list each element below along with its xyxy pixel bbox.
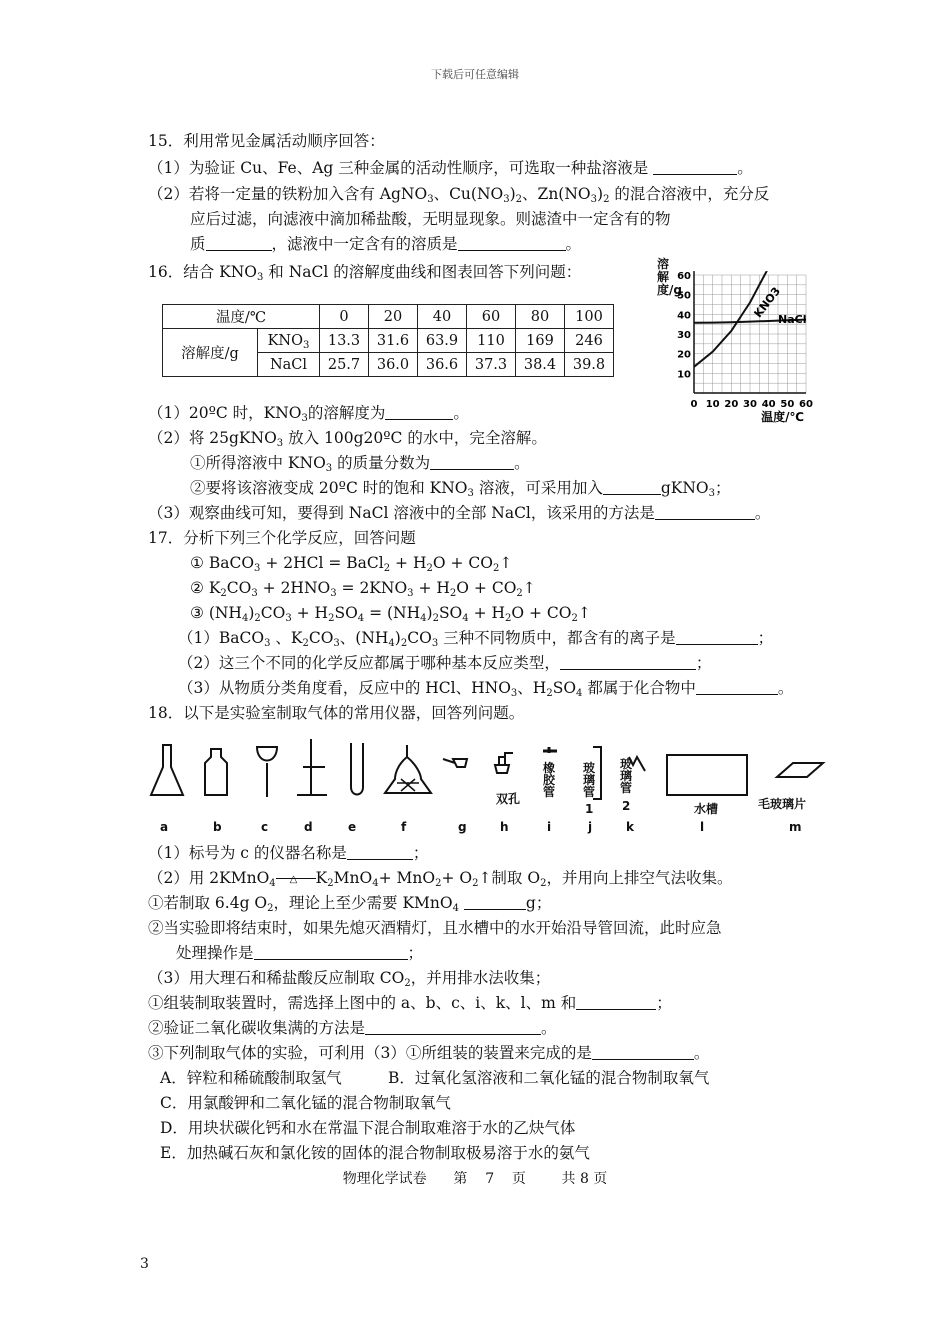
x-tick-label: 60 (799, 399, 813, 410)
x-tick-label: 0 (690, 399, 698, 410)
apparatus-label-j: j (588, 820, 593, 834)
y-tick-label: 30 (677, 330, 691, 341)
q15-part2-line2: 应后过滤，向滤液中滴加稀盐酸，无明显现象。则滤渣中一定含有的物 (190, 210, 671, 228)
apparatus-label-f: f (401, 820, 407, 834)
y-tick-label: 40 (677, 310, 691, 322)
y-tick-label: 60 (677, 271, 691, 282)
apparatus-label-g: g (458, 820, 467, 834)
label-one: 1 (585, 802, 594, 816)
reaction-3: ③ $(NH_4)_2CO_3 + H_2SO_4 = (NH_4)_2SO_4 + H_2O$ + $CO_2↑$ (190, 604, 591, 624)
apparatus-label-h: h (500, 820, 509, 834)
q15-title: 15．利用常见金属活动顺序回答： (148, 132, 385, 150)
test-tube-icon (351, 743, 363, 795)
option-d: D．用块状碳化钙和水在常温下混合制取难溶于水的乙炔气体 (160, 1119, 576, 1137)
x-tick-label: 30 (743, 399, 757, 410)
label-water-trough: 水槽 (694, 802, 719, 816)
q15-part1: （1）为验证 Cu、Fe、Ag 三种金属的活动性顺序，可选取一种盐溶液是 。 (148, 159, 753, 177)
temp-cell: 40 (418, 305, 467, 329)
series-label-nacl: NaCl (778, 313, 807, 327)
q15-part2-line3: 质 ，滤液中一定含有的溶质是 。 (190, 235, 582, 253)
reaction-2: ② $K_2CO_3 + 2HNO_3 = 2KNO_3 + H_2O$ + $CO_2↑$ (190, 579, 536, 599)
label-glass-tube-1: 玻璃管 (583, 761, 596, 799)
q18-part3-3: ③下列制取气体的实验，可利用（3）①所组装的装置来完成的是 。 (148, 1044, 710, 1062)
q18-title: 18．以下是实验室制取气体的常用仪器，回答列问题。 (148, 704, 525, 722)
kno3-cell: 110 (467, 329, 516, 353)
label-glass-tube-2: 玻璃管 (620, 757, 633, 795)
apparatus-label-i: i (547, 820, 552, 834)
iron-stand-icon (297, 739, 327, 795)
q17-part3: （3）从物质分类角度看，反应中的 HCl、$HNO_3$、$H_2SO_4$ 都属于化合物中 。 (178, 679, 794, 699)
y-tick-label: 50 (677, 290, 691, 302)
lab-apparatus-figure (145, 735, 825, 815)
label-double-hole: 双孔 (496, 792, 521, 806)
rubber-stopper-icon (443, 759, 467, 767)
temp-cell: 60 (467, 305, 516, 329)
x-tick-label: 10 (705, 399, 720, 410)
x-axis-label: 温度/℃ (761, 410, 804, 424)
conical-flask-icon (151, 745, 183, 795)
q17-title: 17．分析下列三个化学反应，回答问题 (148, 529, 416, 547)
temp-cell: 80 (516, 305, 565, 329)
solubility-label: 溶解度/g (163, 329, 258, 377)
temp-cell: 0 (320, 305, 369, 329)
temp-cell: 20 (369, 305, 418, 329)
nacl-cell: 25.7 (320, 353, 369, 377)
funnel-icon (257, 747, 277, 797)
rubber-tube-icon (543, 747, 557, 753)
option-c: C．用氯酸钾和二氧化锰的混合物制取氧气 (160, 1094, 451, 1112)
double-hole-stopper-icon (495, 753, 513, 773)
kno3-cell: 63.9 (418, 329, 467, 353)
apparatus-label-m: m (789, 820, 802, 834)
nacl-cell: 37.3 (467, 353, 516, 377)
q15-part2: （2）若将一定量的铁粉加入含有 AgNO$_3$、$Cu(NO_3)_2$、$Zn(NO_3)_2$ 的混合溶液中，充分反 (148, 185, 770, 205)
option-b: B．过氧化氢溶液和二氧化锰的混合物制取氧气 (388, 1069, 710, 1087)
y-tick-label: 10 (677, 369, 691, 381)
q16-title: 16．结合 $KNO_3$ 和 NaCl 的溶解度曲线和图表回答下列问题： (148, 263, 582, 283)
apparatus-label-k: k (626, 820, 634, 834)
nacl-cell: 36.6 (418, 353, 467, 377)
kno3-cell: 169 (516, 329, 565, 353)
apparatus-label-a: a (160, 820, 169, 834)
temp-header: 温度/℃ (163, 305, 320, 329)
nacl-label: NaCl (258, 353, 320, 377)
apparatus-label-e: e (348, 820, 357, 834)
q18-part2-1: ①若制取 6.4g $O_2$，理论上至少需要 KMnO$_4$ g； (148, 894, 552, 914)
kno3-cell: 13.3 (320, 329, 369, 353)
q16-part2-2: ②要将该溶液变成 20ºC 时的饱和 $KNO_3$ 溶液，可采用加入 gKNO$_3$； (190, 479, 731, 499)
x-tick-label: 40 (761, 399, 776, 410)
apparatus-label-b: b (213, 820, 222, 834)
apparatus-label-l: l (700, 820, 705, 834)
nacl-cell: 38.4 (516, 353, 565, 377)
water-trough-icon (667, 755, 747, 795)
label-rubber-tube: 橡胶管 (543, 761, 556, 799)
kno3-cell: 246 (565, 329, 614, 353)
x-tick-label: 20 (724, 399, 739, 410)
label-glass-slide: 毛玻璃片 (758, 797, 807, 811)
apparatus-label-c: c (261, 820, 269, 834)
page-footer: 物理化学试卷 第 7 页 共 8 页 (342, 1171, 608, 1187)
reaction-1: ① BaCO$_3$ + 2HCl = BaCl$_2$ + $H_2O$ + $CO_2↑$ (190, 554, 513, 574)
x-tick-label: 50 (780, 399, 795, 410)
q18-part2-2: ②当实验即将结束时，如果先熄灭酒精灯，且水槽中的水开始沿导管回流，此时应急 (148, 919, 722, 937)
temp-cell: 100 (565, 305, 614, 329)
q17-part2: （2）这三个不同的化学反应都属于哪种基本反应类型， ； (178, 654, 712, 672)
page-number: 3 (140, 1256, 149, 1272)
y-tick-label: 20 (677, 349, 691, 361)
kno3-label: $KNO_3$ (258, 329, 320, 353)
chart-ylabel: 溶解度/g (657, 257, 682, 297)
page-header: 下载后可任意编辑 (431, 68, 519, 81)
glass-slide-icon (777, 763, 823, 777)
q16-part1: （1）20ºC 时，$KNO_3$的溶解度为 。 (148, 404, 469, 424)
nacl-cell: 39.8 (565, 353, 614, 377)
option-e: E．加热碱石灰和氯化铵的固体的混合物制取极易溶于水的氨气 (160, 1144, 590, 1162)
label-two: 2 (622, 799, 631, 813)
solubility-table (162, 304, 614, 377)
series-label-kno3: KNO3 (751, 284, 784, 321)
q18-part3: （3）用大理石和稀盐酸反应制取 $CO_2$，并用排水法收集； (148, 969, 551, 989)
q16-part2-1: ①所得溶液中 $KNO_3$ 的质量分数为 。 (190, 454, 530, 474)
solubility-chart (672, 265, 812, 435)
q18-part2-2-line2: 处理操作是 ； (176, 944, 424, 962)
q18-part1: （1）标号为 c 的仪器名称是 ； (148, 844, 429, 862)
q17-part1: （1）BaCO$_3$ 、$K_2CO_3$、$(NH_4)_2CO_3$ 三种不同物质中，都含有的离子是 ； (178, 629, 774, 649)
q18-part2: （2）用 2KMnO$_4$ △ $K_2MnO_4+ MnO_2+$ $O_2↑$制取 $O_2$，并用向上排空气法收集。 (148, 869, 733, 889)
nacl-cell: 36.0 (369, 353, 418, 377)
apparatus-label-d: d (304, 820, 313, 834)
kno3-cell: 31.6 (369, 329, 418, 353)
q18-part3-2: ②验证二氧化碳收集满的方法是 。 (148, 1019, 557, 1037)
q16-part3: （3）观察曲线可知，要得到 NaCl 溶液中的全部 NaCl，该采用的方法是 。 (148, 504, 771, 522)
gas-bottle-icon (205, 749, 227, 795)
q18-part3-1: ①组装制取装置时，需选择上图中的 a、b、c、i、k、l、m 和 ； (148, 994, 672, 1012)
q16-part2: （2）将 25gKNO$_3$ 放入 100g20ºC 的水中，完全溶解。 (148, 429, 547, 449)
option-a: A．锌粒和稀硫酸制取氢气 (160, 1069, 342, 1087)
